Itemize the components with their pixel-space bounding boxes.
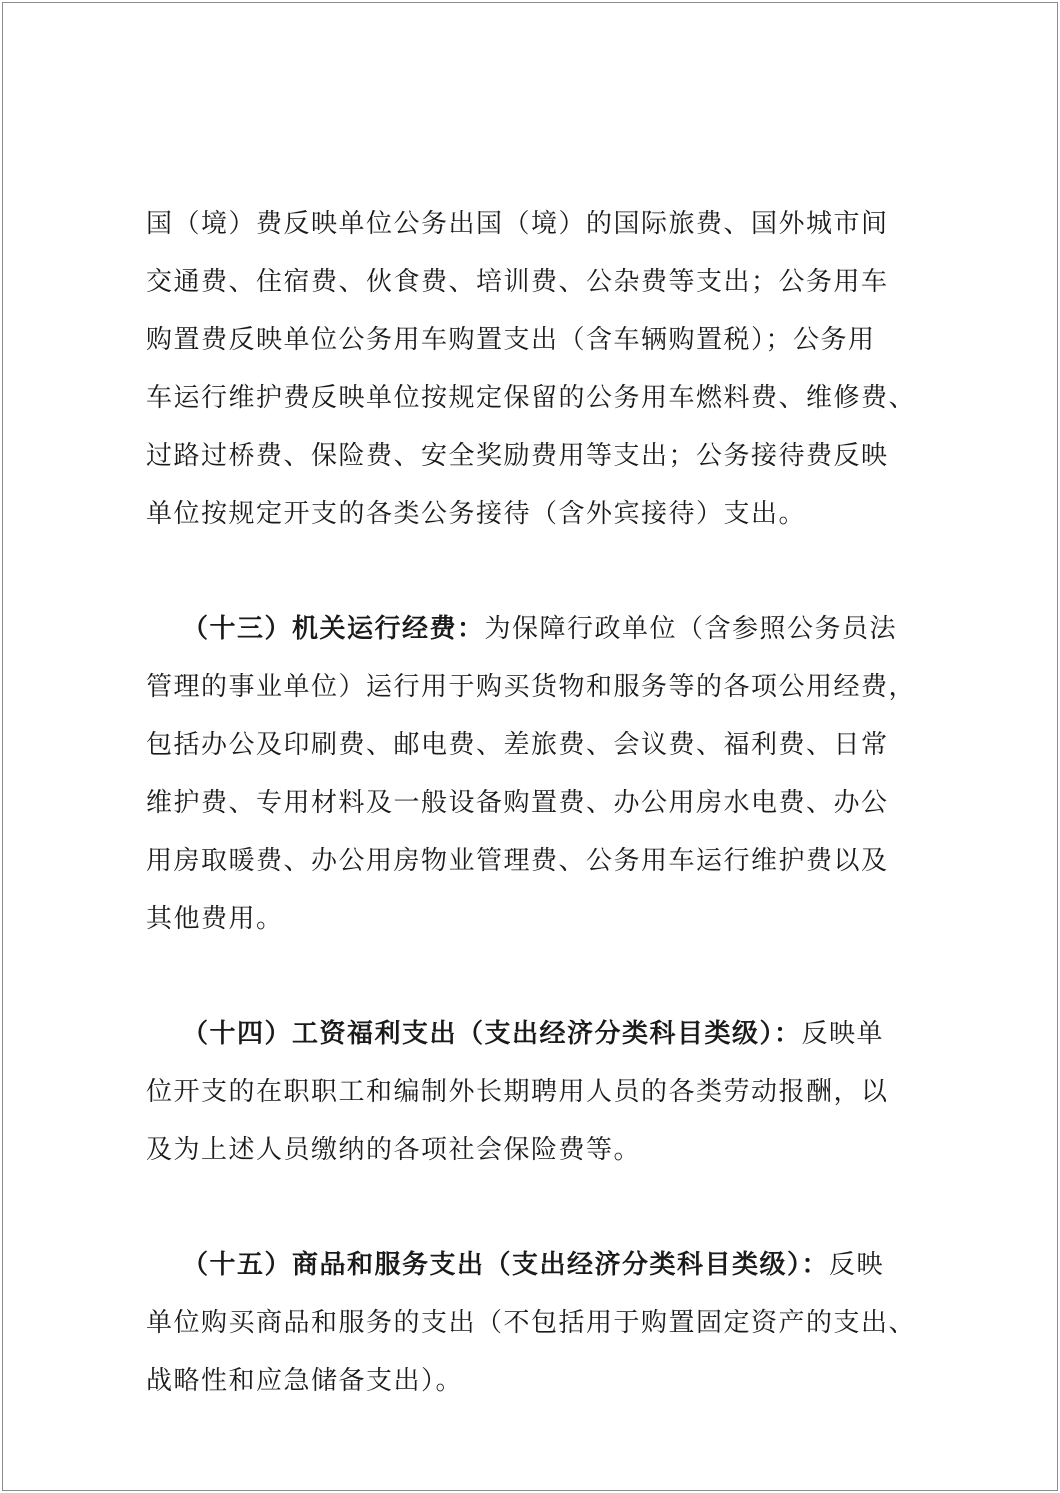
text-line: 交通费、住宿费、伙食费、培训费、公杂费等支出；公务用车	[146, 267, 889, 297]
text-line: 位开支的在职职工和编制外长期聘用人员的各类劳动报酬，以	[146, 1077, 889, 1107]
section-text: 为保障行政单位（含参照公务员法	[484, 614, 898, 644]
page	[2, 2, 1058, 1491]
section-text: 反映单	[801, 1019, 885, 1049]
paragraph-continuation	[146, 195, 946, 543]
text-line: 及为上述人员缴纳的各项社会保险费等。	[146, 1135, 642, 1165]
text-line: 过路过桥费、保险费、安全奖励费用等支出；公务接待费反映	[146, 441, 889, 471]
text-line: 包括办公及印刷费、邮电费、差旅费、会议费、福利费、日常	[146, 730, 889, 760]
text-line	[146, 1005, 946, 1063]
text-line	[146, 1236, 946, 1294]
text-line: 管理的事业单位）运行用于购买货物和服务等的各项公用经费，	[146, 672, 917, 702]
text-line: 国（境）费反映单位公务出国（境）的国际旅费、国外城市间	[146, 209, 889, 239]
document-body	[146, 195, 946, 1410]
section-text: 反映	[829, 1250, 885, 1280]
text-line: 维护费、专用材料及一般设备购置费、办公用房水电费、办公	[146, 788, 889, 818]
section-heading: （十三）机关运行经费：	[182, 614, 485, 644]
text-line: 单位购买商品和服务的支出（不包括用于购置固定资产的支出、	[146, 1308, 917, 1338]
text-line: 车运行维护费反映单位按规定保留的公务用车燃料费、维修费、	[146, 383, 917, 413]
paragraph-section-14	[146, 1005, 946, 1179]
paragraph-section-15	[146, 1236, 946, 1410]
text-line: 用房取暖费、办公用房物业管理费、公务用车运行维护费以及	[146, 846, 889, 876]
paragraph-section-13	[146, 600, 946, 948]
text-line: 战略性和应急储备支出）。	[146, 1366, 464, 1396]
text-line: 购置费反映单位公务用车购置支出（含车辆购置税）；公务用	[146, 325, 876, 355]
text-line: 单位按规定开支的各类公务接待（含外宾接待）支出。	[146, 499, 807, 529]
text-line	[146, 600, 946, 658]
section-heading: （十五）商品和服务支出（支出经济分类科目类级）：	[182, 1250, 830, 1280]
section-heading: （十四）工资福利支出（支出经济分类科目类级）：	[182, 1019, 802, 1049]
text-line: 其他费用。	[146, 904, 284, 934]
